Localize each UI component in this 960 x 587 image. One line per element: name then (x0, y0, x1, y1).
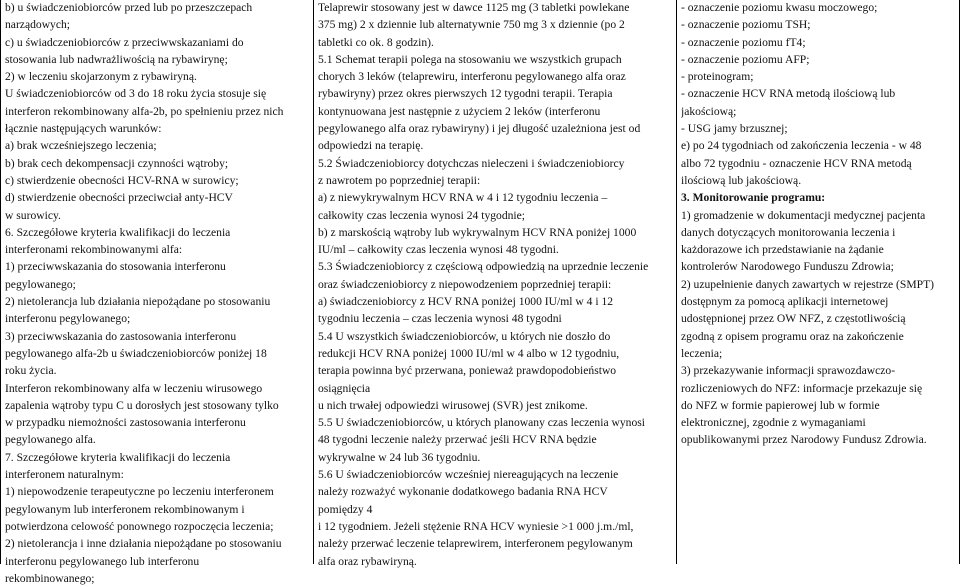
text-line: 5.5 U świadczeniobiorców, u których planowany czas leczenia wynosi (318, 416, 645, 430)
text-line: łącznie następujących warunków: (5, 122, 162, 136)
text-line: odpowiedzi na terapię. (318, 139, 424, 153)
text-line: rekombinowanego; (5, 571, 95, 585)
text-line: rybawiryny) przez okres pierwszych 12 tygodni terapii. Terapia (318, 87, 613, 101)
text-line: pegylowanego alfa oraz rybawiryny) i jej długość uzależniona jest od (318, 122, 641, 136)
text-line: kontynuowana jest następnie z użyciem 2 leków (interferonu (318, 104, 601, 118)
text-line: pegylowanego alfa. (5, 433, 96, 447)
text-line: każdorazowe ich przedstawianie na żądanie (681, 243, 884, 257)
text-line: potwierdzona celowość ponownego rozpoczęcia leczenia; (5, 519, 274, 533)
text-line: interferonem naturalnym: (5, 468, 124, 482)
text-line: pomiędzy 4 (318, 502, 373, 516)
text-line: całkowity czas leczenia wynosi 24 tygodnie; (318, 208, 526, 222)
column-divider-1 (313, 0, 314, 564)
text-line: wykrywalne w 24 lub 36 tygodniu. (318, 450, 481, 464)
table-border-left (0, 0, 1, 564)
text-line: - proteinogram; (681, 70, 754, 84)
text-line: danych dotyczących monitorowania leczenia i (681, 225, 896, 239)
column-divider-2 (676, 0, 677, 564)
text-line: 7. Szczegółowe kryteria kwalifikacji do leczenia (5, 450, 231, 464)
text-line: - oznaczenie poziomu fT4; (681, 35, 806, 49)
text-line: elektronicznej, zgodnie z wymaganiami (681, 416, 866, 430)
text-line: pegylowanym lub interferonem rekombinowanym i (5, 502, 245, 516)
text-line: 6. Szczegółowe kryteria kwalifikacji do leczenia (5, 225, 231, 239)
text-line: zgodną z opisem programu oraz na zakończenie (681, 329, 904, 343)
text-line: pegylowanego alfa-2b u świadczeniobiorców poniżej 18 (5, 346, 267, 360)
text-line: roku życia. (5, 364, 57, 378)
text-line: 5.2 Świadczeniobiorcy dotychczas nieleczeni i świadczeniobiorcy (318, 156, 625, 170)
text-line: chorych 3 leków (telaprewiru, interferonu pegylowanego alfa oraz (318, 70, 626, 84)
text-line: albo 72 tygodniu - oznaczenie HCV RNA metodą (681, 156, 912, 170)
text-line: - oznaczenie poziomu kwasu moczowego; (681, 1, 878, 14)
text-line: narządowych; (5, 18, 71, 32)
text-line: 5.1 Schemat terapii polega na stosowaniu we wszystkich grupach (318, 52, 622, 66)
text-line: interferonami rekombinowanymi alfa: (5, 243, 183, 257)
text-line: 5.3 Świadczeniobiorcy z częściową odpowiedzią na uprzednie leczenie (318, 260, 649, 274)
text-line: jakościową; (681, 104, 737, 118)
text-line: IU/ml – całkowity czas leczenia wynosi 48 tygodni. (318, 243, 559, 257)
text-line: b) z marskością wątroby lub wykrywalnym HCV RNA poniżej 1000 (318, 225, 637, 239)
text-line: tygodniu leczenia – czas leczenia wynosi 48 tygodni (318, 312, 562, 326)
text-line: b) brak cech dekompensacji czynności wątroby; (5, 156, 229, 170)
text-line: kontrolerów Narodowego Funduszu Zdrowia; (681, 260, 894, 274)
text-line: a) z niewykrywalnym HCV RNA w 4 i 12 tygodniu leczenia – (318, 191, 608, 205)
text-line: należy rozważyć wykonanie dodatkowego badania RNA HCV (318, 485, 608, 499)
text-line: 5.6 U świadczeniobiorców wcześniej niereagujących na leczenie (318, 468, 619, 482)
text-line: z nawrotem po poprzedniej terapii: (318, 173, 481, 187)
text-line: 1) przeciwwskazania do stosowania interferonu (5, 260, 226, 274)
text-line: leczenia; (681, 346, 723, 360)
text-line: zapalenia wątroby typu C u dorosłych jest stosowany tylko (5, 398, 279, 412)
text-line: 5.4 U wszystkich świadczeniobiorców, u których nie doszło do (318, 329, 611, 343)
text-line: terapia powinna być przerwana, ponieważ prawdopodobieństwo (318, 364, 617, 378)
text-line: do NFZ w formie papierowej lub w formie (681, 398, 880, 412)
section-heading: 3. Monitorowanie programu: (681, 191, 826, 205)
text-line: Interferon rekombinowany alfa w leczeniu wirusowego (5, 381, 263, 395)
text-line: a) brak wcześniejszego leczenia; (5, 139, 157, 153)
text-line: alfa oraz rybawiryną. (318, 554, 417, 568)
text-line: ilościową lub jakościową. (681, 173, 802, 187)
text-line: osiągnięcia (318, 381, 371, 395)
text-line: interferonu pegylowanego; (5, 312, 131, 326)
text-line: w przypadku niemożności zastosowania interferonu (5, 416, 246, 430)
text-line: U świadczeniobiorców od 3 do 18 roku życia stosuje się (5, 87, 267, 101)
text-line: b) u świadczeniobiorców przed lub po przeszczepach (5, 1, 253, 14)
text-line: d) stwierdzenie obecności przeciwciał anty-HCV (5, 191, 233, 205)
text-line: oraz świadczeniobiorcy z niepowodzeniem poprzedniej terapii: (318, 277, 612, 291)
text-line: 1) niepowodzenie terapeutyczne po leczeniu interferonem (5, 485, 274, 499)
text-line: - oznaczenie HCV RNA metodą ilościową lub (681, 87, 896, 101)
text-line: tabletki co ok. 8 godzin). (318, 35, 434, 49)
text-line: interferon rekombinowany alfa-2b, po spełnieniu przez nich (5, 104, 284, 118)
text-line: - USG jamy brzusznej; (681, 122, 788, 136)
text-line: pegylowanego; (5, 277, 76, 291)
text-line: a) świadczeniobiorcy z HCV RNA poniżej 1000 IU/ml w 4 i 12 (318, 295, 614, 309)
column-1 (5, 0, 310, 587)
text-line: 2) uzupełnienie danych zawartych w rejestrze (SMPT) (681, 277, 935, 291)
text-line: - oznaczenie poziomu AFP; (681, 52, 810, 66)
text-line: stosowania lub nadwrażliwością na rybawirynę; (5, 52, 228, 66)
text-line: 2) w leczeniu skojarzonym z rybawiryną. (5, 70, 197, 84)
text-line: 48 tygodni leczenie należy przerwać jeśli HCV RNA będzie (318, 433, 597, 447)
text-line: opublikowanymi przez Narodowy Fundusz Zdrowia. (681, 433, 927, 447)
text-line: c) stwierdzenie obecności HCV-RNA w surowicy; (5, 173, 239, 187)
text-line: e) po 24 tygodniach od zakończenia leczenia - w 48 (681, 139, 922, 153)
text-line: - oznaczenie poziomu TSH; (681, 18, 811, 32)
text-line: 1) gromadzenie w dokumentacji medycznej pacjenta (681, 208, 926, 222)
text-line: udostępnionej przez OW NFZ, z częstotliwością (681, 312, 906, 326)
text-line: i 12 tygodniem. Jeżeli stężenie RNA HCV wyniesie >1 000 j.m./ml, (318, 519, 634, 533)
text-line: należy przerwać leczenie telaprewirem, interferonem pegylowanym (318, 537, 633, 551)
text-line: interferonu pegylowanego lub interferonu (5, 554, 200, 568)
text-line: dostępnym za pomocą aplikacji internetowej (681, 295, 889, 309)
text-line: 375 mg) 2 x dziennie lub alternatywnie 750 mg 3 x dziennie (po 2 (318, 18, 625, 32)
text-line: w surowicy. (5, 208, 61, 222)
column-2 (318, 0, 672, 570)
text-line: u nich trwałej odpowiedzi wirusowej (SVR) jest znikome. (318, 398, 588, 412)
text-line: 3) przekazywanie informacji sprawozdawczo- (681, 364, 896, 378)
text-line: 3) przeciwwskazania do zastosowania interferonu (5, 329, 237, 343)
text-line: c) u świadczeniobiorców z przeciwwskazaniami do (5, 35, 244, 49)
text-line: Telaprewir stosowany jest w dawce 1125 mg (3 tabletki powlekane (318, 1, 630, 14)
text-line: redukcji HCV RNA poniżej 1000 IU/ml w 4 albo w 12 tygodniu, (318, 346, 620, 360)
column-3 (681, 0, 957, 449)
text-line: 2) nietolerancja i inne działania niepożądane po stosowaniu (5, 537, 282, 551)
text-line: 2) nietolerancja lub działania niepożądane po stosowaniu (5, 295, 271, 309)
text-line: rozliczeniowych do NFZ: informacje przekazuje się (681, 381, 923, 395)
